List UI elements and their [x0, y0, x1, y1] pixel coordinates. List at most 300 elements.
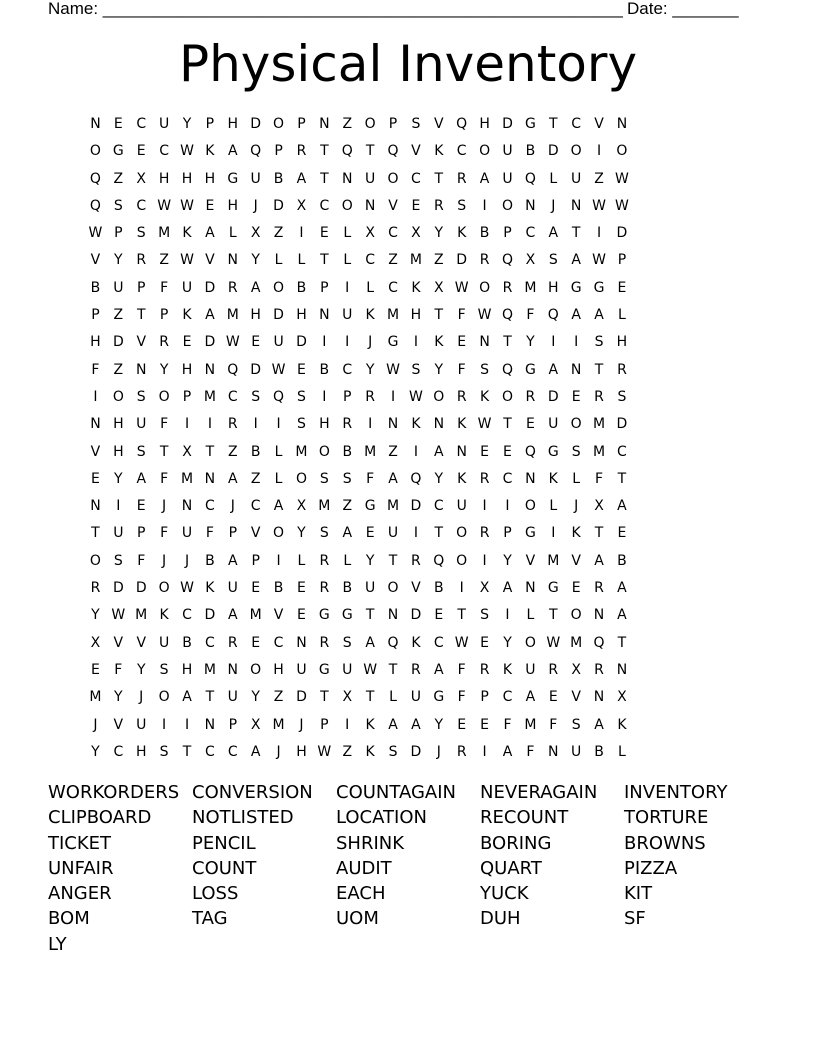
word-list-item: INVENTORY [624, 782, 728, 803]
grid-letter: Z [250, 470, 261, 487]
grid-letter: T [571, 225, 581, 242]
grid-letter: I [276, 552, 281, 569]
grid-letter: W [615, 197, 629, 214]
grid-letter: A [617, 607, 627, 624]
grid-letter: O [387, 170, 399, 187]
grid-letter: O [89, 552, 101, 569]
grid-letter: K [411, 634, 421, 651]
grid-letter: B [250, 443, 261, 460]
grid-letter: Y [114, 252, 123, 269]
word-list-item: QUART [480, 857, 542, 879]
grid-letter: M [386, 307, 400, 324]
grid-letter: Q [410, 470, 422, 487]
grid-letter: R [456, 170, 467, 187]
grid-letter: F [160, 525, 169, 542]
grid-letter: G [318, 607, 330, 624]
grid-letter: I [551, 525, 556, 542]
grid-letter: A [617, 498, 627, 515]
grid-letter: E [319, 225, 329, 242]
grid-letter: J [368, 334, 373, 351]
grid-letter: G [547, 443, 559, 460]
grid-letter: D [502, 116, 513, 132]
grid-letter: U [136, 716, 147, 733]
grid-letter: U [181, 525, 193, 542]
grid-letter: U [181, 279, 193, 296]
grid-letter: P [274, 143, 283, 160]
grid-letter: J [574, 498, 579, 515]
grid-letter: H [181, 170, 193, 187]
word-list-item: LOCATION [336, 807, 427, 829]
grid-letter: E [136, 143, 146, 160]
grid-letter: W [363, 661, 378, 678]
grid-letter: R [456, 388, 467, 405]
grid-letter: T [320, 143, 329, 160]
grid-letter: O [570, 143, 582, 160]
grid-letter: I [574, 334, 579, 351]
grid-letter: Z [113, 170, 124, 187]
grid-letter: I [299, 225, 304, 242]
grid-letter: K [434, 143, 444, 160]
grid-letter: O [524, 498, 536, 515]
grid-letter: R [227, 416, 238, 433]
grid-letter: Y [114, 470, 123, 487]
grid-letter: C [205, 498, 215, 515]
grid-letter: R [594, 661, 604, 678]
grid-letter: V [113, 634, 124, 651]
grid-letter: I [551, 334, 556, 351]
grid-letter: N [548, 743, 559, 760]
word-list-item: SF [624, 908, 646, 930]
grid-letter: R [525, 388, 536, 405]
grid-letter: V [571, 689, 581, 706]
grid-letter: O [524, 634, 536, 651]
grid-letter: T [365, 143, 375, 160]
grid-letter: H [204, 170, 216, 187]
grid-letter: T [388, 552, 398, 569]
grid-letter: U [113, 279, 124, 296]
grid-letter: N [479, 334, 490, 351]
grid-letter: A [434, 443, 444, 460]
grid-letter: N [90, 116, 101, 132]
grid-letter: E [571, 388, 581, 405]
grid-letter: V [205, 252, 215, 269]
grid-letter: Q [273, 388, 285, 405]
grid-letter: U [113, 525, 124, 542]
grid-letter: V [113, 716, 124, 733]
grid-letter: M [364, 443, 377, 460]
grid-row [84, 602, 744, 629]
grid-letter: I [390, 388, 396, 405]
grid-letter: L [526, 607, 535, 624]
grid-letter: R [227, 279, 238, 296]
grid-letter: A [388, 470, 398, 487]
grid-letter: F [457, 661, 466, 678]
grid-letter: N [319, 307, 330, 324]
grid-letter: H [273, 661, 284, 678]
grid-letter: W [592, 197, 606, 214]
grid-letter: H [227, 197, 239, 214]
grid-letter: A [228, 470, 238, 487]
grid-letter: M [180, 470, 194, 487]
grid-letter: A [228, 143, 238, 160]
grid-letter: Q [89, 170, 101, 187]
grid-letter: E [297, 361, 306, 378]
grid-letter: E [251, 580, 261, 597]
grid-letter: O [387, 580, 399, 597]
grid-letter: I [368, 416, 373, 433]
grid-letter: K [502, 661, 513, 678]
grid-letter: O [273, 525, 285, 542]
grid-letter: H [319, 416, 330, 433]
grid-letter: O [158, 388, 170, 405]
grid-letter: R [90, 580, 101, 597]
grid-letter: V [90, 443, 101, 460]
grid-letter: W [454, 279, 469, 296]
grid-letter: H [250, 307, 261, 324]
grid-letter: P [159, 307, 169, 324]
grid-letter: L [297, 552, 306, 569]
grid-letter: O [479, 143, 491, 160]
grid-letter: Q [501, 307, 513, 324]
grid-letter: F [366, 470, 375, 487]
grid-letter: H [616, 334, 628, 351]
grid-letter: A [548, 361, 559, 378]
grid-row [84, 712, 744, 739]
grid-letter: A [548, 225, 559, 242]
grid-letter: I [482, 743, 487, 760]
grid-letter: B [182, 634, 192, 651]
grid-letter: K [411, 279, 421, 296]
grid-letter: Q [547, 307, 559, 324]
grid-letter: N [204, 470, 216, 487]
grid-row [84, 684, 744, 711]
grid-letter: S [548, 252, 558, 269]
grid-letter: X [571, 661, 581, 678]
grid-letter: P [137, 279, 146, 296]
grid-letter: A [411, 716, 421, 733]
grid-letter: A [296, 170, 307, 187]
grid-letter: R [411, 661, 421, 678]
grid-letter: M [272, 716, 285, 733]
grid-letter: T [365, 607, 375, 624]
grid-row [84, 247, 744, 274]
grid-letter: U [548, 416, 559, 433]
grid-letter: O [364, 116, 376, 132]
grid-letter: Q [501, 361, 513, 378]
grid-letter: R [319, 580, 330, 597]
grid-letter: D [296, 334, 307, 351]
grid-letter: E [182, 334, 192, 351]
grid-letter: G [524, 525, 536, 542]
grid-row [84, 630, 744, 657]
grid-letter: I [482, 552, 487, 569]
grid-letter: I [459, 580, 464, 597]
grid-letter: N [525, 470, 536, 487]
grid-letter: Q [387, 143, 399, 160]
grid-letter: S [480, 607, 490, 624]
grid-letter: Y [434, 716, 444, 733]
grid-letter: M [409, 252, 422, 269]
grid-letter: M [592, 443, 606, 460]
grid-letter: P [480, 689, 489, 706]
grid-letter: K [411, 416, 421, 433]
grid-letter: O [456, 525, 468, 542]
grid-letter: T [136, 307, 146, 324]
grid-letter: D [410, 498, 422, 515]
grid-row [84, 166, 744, 193]
grid-letter: E [91, 470, 100, 487]
grid-letter: W [180, 580, 194, 597]
grid-letter: F [160, 416, 169, 433]
grid-letter: K [205, 143, 215, 160]
grid-letter: G [524, 361, 536, 378]
grid-letter: G [547, 580, 559, 597]
grid-row [84, 411, 744, 438]
grid-letter: J [253, 197, 258, 214]
word-list-item: TAG [192, 908, 228, 930]
grid-letter: D [112, 334, 124, 351]
grid-letter: Q [227, 361, 239, 378]
grid-letter: M [318, 498, 331, 515]
grid-letter: W [111, 607, 126, 624]
grid-letter: Y [91, 607, 100, 624]
grid-letter: W [180, 252, 194, 269]
grid-letter: C [456, 143, 467, 160]
grid-letter: R [594, 580, 604, 597]
grid-letter: R [411, 552, 421, 569]
grid-letter: G [433, 689, 445, 706]
grid-letter: B [273, 580, 284, 597]
grid-letter: K [182, 307, 192, 324]
grid-letter: I [322, 334, 327, 351]
grid-letter: J [139, 689, 144, 706]
grid-letter: E [525, 416, 535, 433]
grid-letter: U [273, 334, 284, 351]
grid-letter: Z [388, 252, 398, 269]
grid-letter: C [388, 279, 398, 296]
grid-letter: E [297, 580, 306, 597]
grid-letter: J [276, 743, 281, 760]
grid-letter: C [227, 743, 238, 760]
grid-letter: L [366, 279, 375, 296]
word-list-item: RECOUNT [480, 807, 569, 829]
letter-grid [84, 111, 744, 766]
grid-letter: I [505, 607, 510, 624]
grid-letter: P [228, 716, 238, 733]
grid-letter: C [525, 225, 536, 242]
grid-letter: W [546, 634, 561, 651]
grid-letter: Y [434, 470, 444, 487]
grid-letter: G [318, 661, 330, 678]
grid-letter: E [457, 716, 467, 733]
grid-letter: G [387, 334, 399, 351]
grid-letter: P [388, 116, 398, 132]
grid-letter: H [90, 334, 101, 351]
grid-letter: A [502, 580, 513, 597]
word-list-item: YUCK [480, 883, 529, 905]
grid-letter: B [617, 552, 627, 569]
grid-letter: H [113, 416, 124, 433]
grid-letter: O [158, 689, 170, 706]
grid-letter: O [273, 279, 285, 296]
grid-letter: Q [433, 552, 445, 569]
grid-letter: R [296, 143, 307, 160]
grid-letter: W [180, 143, 194, 160]
grid-letter: Q [524, 443, 536, 460]
grid-letter: F [160, 279, 169, 296]
grid-letter: O [318, 443, 330, 460]
grid-letter: E [251, 634, 261, 651]
grid-letter: Z [594, 170, 604, 187]
grid-letter: E [113, 116, 123, 132]
grid-letter: J [230, 498, 235, 515]
grid-letter: V [136, 334, 147, 351]
grid-letter: W [477, 416, 492, 433]
grid-letter: B [342, 580, 353, 597]
grid-letter: D [616, 225, 628, 242]
grid-letter: S [251, 388, 261, 405]
grid-letter: W [157, 197, 172, 214]
grid-letter: Q [341, 143, 353, 160]
grid-letter: B [594, 743, 604, 760]
grid-letter: R [365, 388, 375, 405]
grid-letter: U [365, 170, 376, 187]
grid-letter: R [479, 252, 490, 269]
grid-letter: P [205, 116, 215, 132]
grid-letter: W [317, 743, 332, 760]
grid-letter: C [411, 170, 421, 187]
grid-letter: I [322, 388, 327, 405]
grid-letter: H [296, 307, 307, 324]
grid-letter: T [503, 416, 512, 433]
grid-letter: C [342, 361, 353, 378]
grid-letter: T [617, 470, 627, 487]
grid-letter: Q [501, 252, 513, 269]
grid-letter: K [479, 388, 490, 405]
grid-letter: R [319, 634, 330, 651]
grid-letter: L [549, 498, 558, 515]
grid-letter: S [411, 116, 421, 132]
grid-letter: X [617, 689, 627, 706]
grid-letter: V [571, 552, 581, 569]
grid-letter: U [502, 170, 513, 187]
grid-letter: B [319, 361, 330, 378]
grid-letter: X [250, 716, 261, 733]
grid-letter: H [479, 116, 490, 132]
grid-letter: Y [526, 334, 535, 351]
grid-letter: S [113, 197, 123, 214]
grid-letter: K [457, 416, 467, 433]
grid-letter: Z [342, 743, 353, 760]
grid-letter: I [93, 388, 98, 405]
grid-letter: S [388, 743, 398, 760]
grid-row [84, 520, 744, 547]
grid-letter: X [296, 498, 307, 515]
grid-letter: O [616, 143, 628, 160]
word-list [48, 780, 788, 957]
grid-letter: U [387, 525, 399, 542]
word-list-item: NOTLISTED [192, 807, 294, 829]
grid-letter: Q [89, 197, 101, 214]
grid-letter: K [159, 607, 169, 624]
word-list-item: SHRINK [336, 832, 405, 854]
grid-letter: X [525, 252, 536, 269]
grid-letter: D [296, 689, 307, 706]
grid-letter: I [184, 416, 190, 433]
grid-letter: E [251, 334, 261, 351]
grid-letter: F [457, 689, 466, 706]
word-list-item: CLIPBOARD [48, 807, 152, 829]
grid-letter: E [480, 634, 490, 651]
grid-letter: Q [524, 170, 536, 187]
grid-letter: E [136, 498, 146, 515]
grid-letter: Z [227, 443, 238, 460]
grid-letter: C [433, 634, 444, 651]
grid-letter: N [433, 416, 445, 433]
grid-letter: U [250, 170, 261, 187]
grid-letter: F [114, 661, 123, 678]
grid-letter: K [457, 470, 467, 487]
grid-letter: K [182, 225, 192, 242]
grid-letter: T [320, 170, 329, 187]
grid-letter: E [365, 525, 375, 542]
grid-letter: C [502, 470, 513, 487]
grid-letter: M [295, 443, 308, 460]
grid-letter: Y [434, 225, 444, 242]
grid-letter: C [365, 252, 376, 269]
grid-letter: S [342, 470, 352, 487]
grid-letter: U [136, 416, 147, 433]
grid-letter: R [617, 361, 627, 378]
grid-letter: I [413, 443, 418, 460]
grid-letter: M [226, 307, 239, 324]
grid-letter: B [273, 170, 284, 187]
grid-letter: C [113, 743, 124, 760]
word-list-item: PENCIL [192, 832, 256, 854]
grid-letter: N [319, 116, 330, 132]
grid-letter: C [433, 498, 444, 515]
grid-letter: F [526, 743, 535, 760]
grid-letter: N [525, 197, 536, 214]
grid-letter: D [250, 361, 262, 378]
grid-letter: N [616, 116, 628, 132]
grid-letter: J [551, 197, 556, 214]
grid-letter: A [205, 307, 215, 324]
grid-letter: J [184, 552, 190, 569]
grid-letter: Y [503, 634, 512, 651]
grid-letter: T [594, 361, 604, 378]
grid-letter: H [296, 743, 307, 760]
grid-letter: S [136, 388, 146, 405]
grid-letter: D [410, 743, 422, 760]
grid-letter: Y [159, 361, 169, 378]
word-list-item: DUH [480, 908, 521, 930]
grid-letter: M [386, 498, 400, 515]
grid-letter: T [159, 443, 169, 460]
grid-letter: R [136, 252, 147, 269]
word-list-item: ANGER [48, 883, 112, 905]
grid-letter: Z [113, 361, 124, 378]
grid-letter: P [91, 307, 100, 324]
grid-letter: A [617, 580, 627, 597]
grid-letter: Y [182, 116, 192, 132]
grid-letter: P [114, 225, 123, 242]
grid-letter: Z [113, 307, 124, 324]
word-list-item: WORKORDERS [48, 782, 180, 803]
grid-letter: T [388, 661, 398, 678]
grid-letter: I [253, 416, 258, 433]
grid-letter: R [227, 634, 238, 651]
